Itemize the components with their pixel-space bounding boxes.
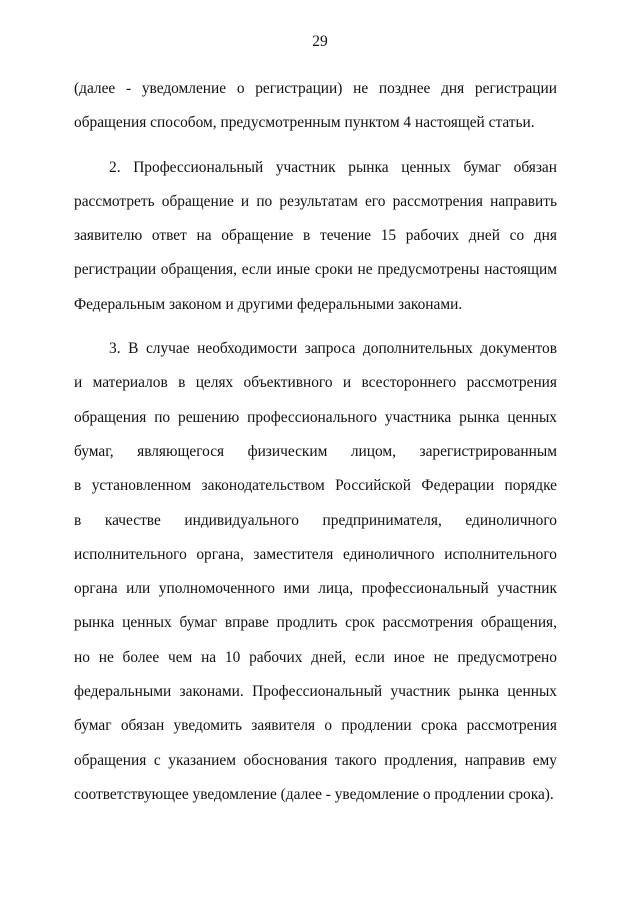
text-line: рынка ценных бумаг вправе продлить срок рассмотрения обращения, bbox=[74, 614, 557, 632]
text-line: заявителю ответ на обращение в течение 15 рабочих дней со дня bbox=[74, 227, 557, 245]
text-line: но не более чем на 10 рабочих дней, если иное не предусмотрено bbox=[74, 648, 557, 666]
paragraph-continuation bbox=[74, 72, 557, 141]
text-line: бумаг, являющегося физическим лицом, зарегистрированным bbox=[74, 442, 557, 460]
text-line: (далее - уведомление о регистрации) не позднее дня регистрации bbox=[74, 80, 557, 97]
paragraph-item-2 bbox=[74, 151, 557, 322]
document-body bbox=[74, 72, 557, 812]
text-line: обращения способом, предусмотренным пунктом 4 настоящей статьи. bbox=[74, 114, 535, 132]
text-line: рассмотреть обращение и по результатам его рассмотрения направить bbox=[74, 192, 557, 210]
text-line: обращения по решению профессионального участника рынка ценных bbox=[74, 408, 557, 426]
text-line: регистрации обращения, если иные сроки не предусмотрены настоящим bbox=[74, 261, 557, 279]
text-line: федеральными законами. Профессиональный участник рынка ценных bbox=[74, 683, 557, 701]
text-line: 3. В случае необходимости запроса дополнительных документов bbox=[109, 340, 557, 358]
text-line: в качестве индивидуального предпринимателя, единоличного bbox=[74, 511, 557, 529]
text-line: 2. Профессиональный участник рынка ценных бумаг обязан bbox=[109, 158, 557, 176]
text-line: обращения с указанием обоснования такого продления, направив ему bbox=[74, 751, 557, 769]
page-number: 29 bbox=[312, 33, 328, 50]
paragraph-item-3 bbox=[74, 332, 557, 812]
text-line: Федеральным законом и другими федеральными законами. bbox=[74, 295, 463, 313]
text-line: исполнительного органа, заместителя единоличного исполнительного bbox=[74, 545, 557, 563]
text-line: в установленном законодательством Российской Федерации порядке bbox=[74, 477, 557, 495]
text-line: соответствующее уведомление (далее - уведомление о продлении срока). bbox=[74, 785, 554, 803]
text-line: и материалов в целях объективного и всестороннего рассмотрения bbox=[74, 374, 557, 392]
text-line: бумаг обязан уведомить заявителя о продлении срока рассмотрения bbox=[74, 717, 557, 735]
text-line: органа или уполномоченного ими лица, профессиональный участник bbox=[74, 580, 557, 598]
